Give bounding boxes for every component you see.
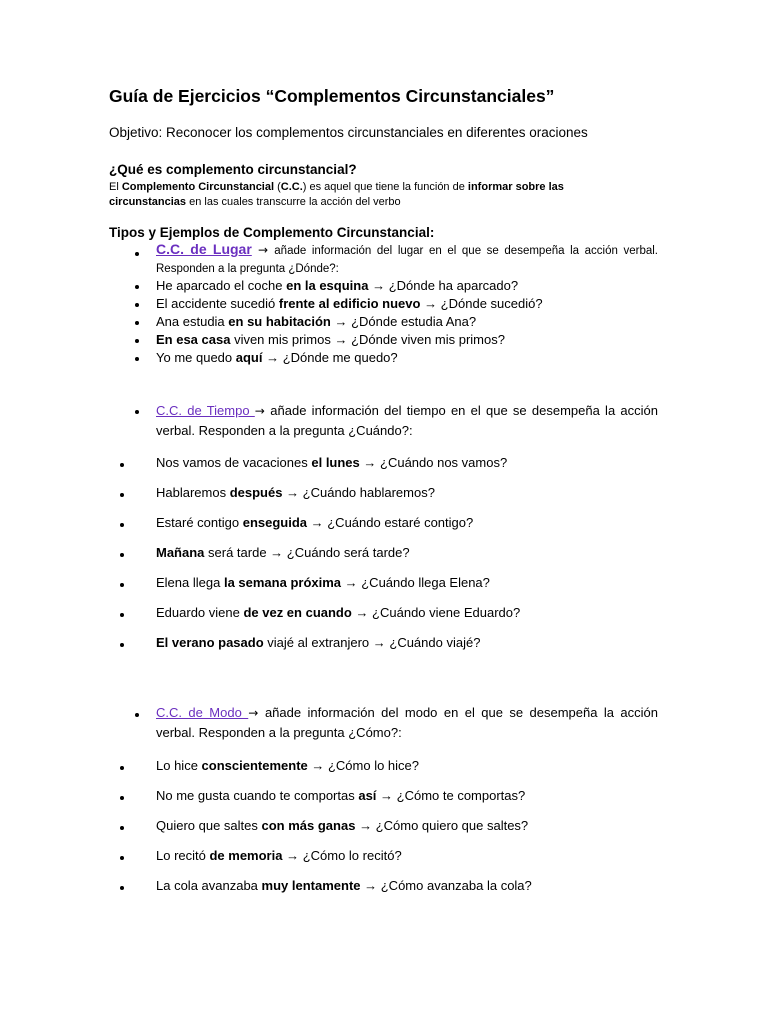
- example-text: Eduardo viene: [156, 605, 244, 620]
- example-complement: En esa casa: [156, 332, 231, 347]
- example-complement: muy lentamente: [261, 878, 361, 893]
- list-item: [156, 575, 490, 590]
- link-cc-tiempo[interactable]: C.C. de Tiempo: [156, 403, 255, 418]
- list-item: [156, 878, 532, 893]
- example-complement: la semana próxima: [223, 575, 342, 590]
- arrow-icon: →: [248, 706, 265, 720]
- list-item: [156, 485, 435, 500]
- list-item: [156, 515, 473, 530]
- example-text: → ¿Cuándo llega Elena?: [341, 575, 490, 590]
- list-item: [156, 545, 410, 560]
- example-complement: en su habitación: [228, 314, 331, 329]
- bullet-icon: [120, 766, 124, 770]
- bullet-icon: [120, 523, 124, 527]
- example-text: → ¿Cómo lo recitó?: [282, 848, 402, 863]
- link-cc-lugar[interactable]: C.C. de Lugar: [156, 241, 252, 257]
- example-text: No me gusta cuando te comportas: [156, 788, 359, 803]
- example-complement: enseguida: [242, 515, 308, 530]
- example-complement: con más ganas: [261, 818, 356, 833]
- bullet-icon: [135, 321, 139, 325]
- example-complement: aquí: [235, 350, 263, 365]
- example-complement: en la esquina: [286, 278, 369, 293]
- example-complement: así: [358, 788, 377, 803]
- objective-label: Objetivo:: [109, 125, 163, 140]
- example-text: Estaré contigo: [156, 515, 243, 530]
- bullet-icon: [120, 856, 124, 860]
- definition-abbrev: C.C.: [280, 181, 303, 193]
- definition-text: ) es aquel que tiene la función de: [302, 181, 468, 193]
- bullet-icon: [135, 303, 139, 307]
- example-text: viven mis primos → ¿Dónde viven mis primos?: [230, 332, 505, 347]
- link-cc-modo[interactable]: C.C. de Modo: [156, 705, 249, 720]
- bullet-icon: [120, 463, 124, 467]
- objective-line: [109, 125, 588, 140]
- example-text: Lo hice: [156, 758, 202, 773]
- bullet-icon: [135, 339, 139, 343]
- bullet-icon: [120, 643, 124, 647]
- section-modo: [156, 703, 658, 742]
- example-complement: frente al edificio nuevo: [278, 296, 421, 311]
- bullet-icon: [120, 583, 124, 587]
- example-text: → ¿Cuándo estaré contigo?: [307, 515, 474, 530]
- example-text: → ¿Dónde estudia Ana?: [330, 314, 477, 329]
- example-text: viajé al extranjero → ¿Cuándo viajé?: [263, 635, 481, 650]
- list-item: [156, 455, 507, 470]
- example-text: He aparcado el coche: [156, 278, 287, 293]
- page-title: Guía de Ejercicios “Complementos Circunstanciales”: [109, 86, 555, 106]
- example-text: → ¿Dónde sucedió?: [420, 296, 543, 311]
- section-lugar-desc: añade información del lugar en el que se desempeña la acción verbal. Responden a la pregunta ¿Dónde?:: [156, 245, 658, 275]
- section-tiempo-desc: añade información del tiempo en el que se desempeña la acción verbal. Responden a la pregunta ¿Cuándo?:: [156, 403, 658, 438]
- definition-paragraph: [109, 180, 579, 209]
- bullet-icon: [120, 493, 124, 497]
- definition-emphasis: informar sobre las circunstancias: [109, 181, 564, 208]
- list-item: [156, 296, 543, 311]
- definition-term: Complemento Circunstancial: [121, 181, 275, 193]
- bullet-icon: [120, 886, 124, 890]
- list-item: [156, 278, 518, 293]
- example-complement: de vez en cuando: [243, 605, 352, 620]
- example-text: Nos vamos de vacaciones: [156, 455, 312, 470]
- example-text: Elena llega: [156, 575, 224, 590]
- list-item: [156, 350, 398, 365]
- list-item: [156, 788, 525, 803]
- example-text: Lo recitó: [156, 848, 210, 863]
- example-text: → ¿Dónde me quedo?: [262, 350, 398, 365]
- section-tiempo: [156, 401, 658, 440]
- list-item: [156, 314, 476, 329]
- example-text: Quiero que saltes: [156, 818, 262, 833]
- arrow-icon: →: [254, 404, 271, 418]
- question-heading: ¿Qué es complemento circunstancial?: [109, 162, 357, 177]
- list-item: [156, 332, 505, 347]
- example-text: → ¿Cómo quiero que saltes?: [355, 818, 529, 833]
- example-complement: después: [229, 485, 283, 500]
- example-text: → ¿Cuándo hablaremos?: [282, 485, 435, 500]
- example-text: → ¿Dónde ha aparcado?: [368, 278, 519, 293]
- example-complement: conscientemente: [201, 758, 308, 773]
- bullet-icon: [120, 826, 124, 830]
- objective-text: Reconocer los complementos circunstanciales en diferentes oraciones: [162, 125, 588, 140]
- arrow-icon: →: [251, 243, 275, 257]
- definition-text: en las cuales transcurre la acción del verbo: [186, 195, 401, 208]
- example-text: → ¿Cómo lo hice?: [307, 758, 420, 773]
- example-text: → ¿Cuándo viene Eduardo?: [351, 605, 521, 620]
- bullet-icon: [135, 285, 139, 289]
- example-complement: El verano pasado: [156, 635, 264, 650]
- bullet-icon: [135, 252, 139, 256]
- list-item: [156, 758, 419, 773]
- example-text: será tarde → ¿Cuándo será tarde?: [204, 545, 410, 560]
- bullet-icon: [135, 410, 139, 414]
- bullet-icon: [120, 796, 124, 800]
- section-modo-desc: añade información del modo en el que se desempeña la acción verbal. Responden a la pregunta ¿Cómo?:: [156, 705, 658, 740]
- example-complement: Mañana: [156, 545, 205, 560]
- list-item: [156, 818, 528, 833]
- example-text: → ¿Cuándo nos vamos?: [359, 455, 508, 470]
- definition-text: El: [109, 181, 122, 193]
- example-complement: de memoria: [209, 848, 283, 863]
- types-heading: Tipos y Ejemplos de Complemento Circunstancial:: [109, 225, 435, 240]
- example-text: Ana estudia: [156, 314, 229, 329]
- list-item: [156, 605, 520, 620]
- example-complement: el lunes: [311, 455, 360, 470]
- example-text: → ¿Cómo avanzaba la cola?: [360, 878, 532, 893]
- bullet-icon: [135, 713, 139, 717]
- example-text: Hablaremos: [156, 485, 230, 500]
- bullet-icon: [120, 553, 124, 557]
- example-text: La cola avanzaba: [156, 878, 262, 893]
- list-item: [156, 635, 480, 650]
- example-text: El accidente sucedió: [156, 296, 279, 311]
- bullet-icon: [120, 613, 124, 617]
- definition-text: (: [274, 181, 281, 193]
- example-text: Yo me quedo: [156, 350, 236, 365]
- bullet-icon: [135, 357, 139, 361]
- list-item: [156, 848, 402, 863]
- example-text: → ¿Cómo te comportas?: [376, 788, 526, 803]
- section-lugar: [156, 240, 658, 278]
